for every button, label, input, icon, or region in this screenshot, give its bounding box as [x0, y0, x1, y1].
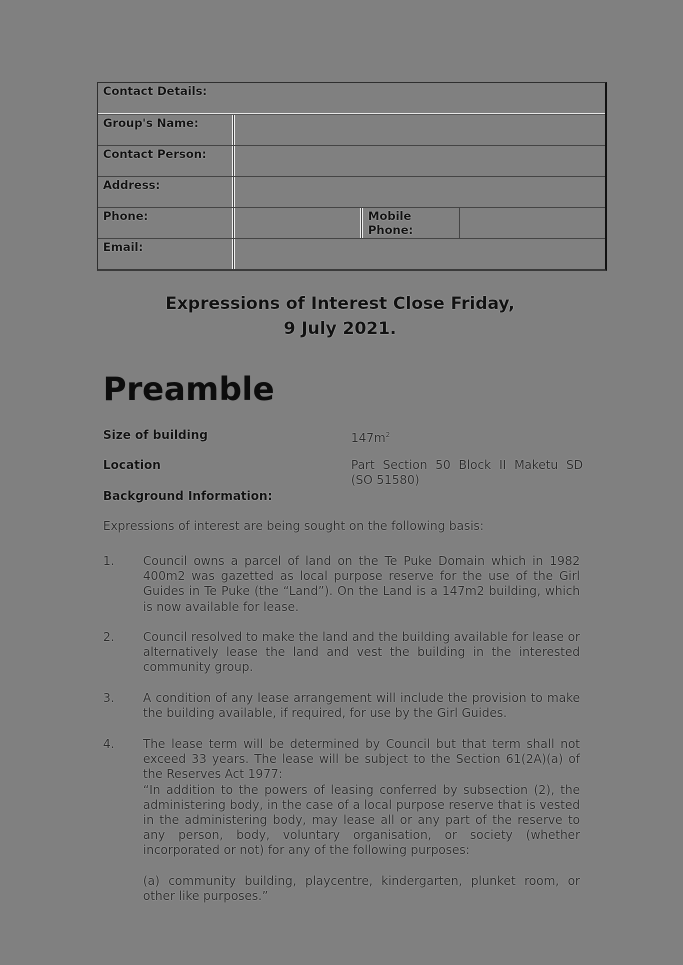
email-row: [98, 238, 605, 269]
close-date-line-2: 9 July 2021.: [283, 319, 397, 339]
contact-person-row: [98, 145, 605, 176]
phone-field[interactable]: [234, 208, 362, 238]
size-number: 147m: [351, 431, 386, 445]
contact-person-field[interactable]: [234, 146, 605, 176]
contact-details-heading: Contact Details:: [103, 84, 208, 98]
size-unit-superscript: 2: [385, 431, 391, 439]
mobile-phone-label: Mobile Phone:: [362, 208, 460, 238]
list-item-text: A condition of any lease arrangement will include the provision to make the building available, if required, for use by the Girl Guides.: [143, 691, 580, 721]
email-field[interactable]: [234, 239, 605, 269]
groups-name-row: [98, 114, 605, 145]
list-number: 2.: [103, 630, 115, 644]
background-information-label: Background Information:: [103, 489, 273, 503]
mobile-phone-field[interactable]: [460, 208, 605, 238]
email-label: Email:: [98, 239, 234, 269]
phone-label: Phone:: [98, 208, 234, 238]
contact-details-header-row: [98, 83, 605, 114]
list-item-text: Council resolved to make the land and the building available for lease or alternatively lease the land and vest the building in the interested community group.: [143, 630, 580, 675]
reserves-act-quote-clause-a: (a) community building, playcentre, kindergarten, plunket room, or other like purposes.”: [143, 873, 580, 903]
reserves-act-quote: “In addition to the powers of leasing conferred by subsection (2), the administering body, in the case of a local purpose reserve that is vested in the administering body, may lease all or any part of the reserve to any person, body, voluntary organisation, or society (whether incorporated or not) for any of the following purposes:: [143, 782, 580, 858]
contact-person-label: Contact Person:: [98, 146, 234, 176]
list-item-text: The lease term will be determined by Council but that term shall not exceed 33 years. The lease will be subject to the Section 61(2A)(a) of the Reserves Act 1977:: [143, 737, 580, 782]
contact-details-table: [97, 82, 607, 271]
location-label: Location: [103, 458, 161, 472]
location-value: Part Section 50 Block II Maketu SD (SO 51580): [351, 458, 583, 487]
close-date-heading: [100, 292, 580, 342]
groups-name-label: Group's Name:: [98, 115, 234, 145]
list-number: 1.: [103, 554, 115, 568]
size-of-building-value: [351, 428, 583, 446]
groups-name-field[interactable]: [234, 115, 605, 145]
address-label: Address:: [98, 177, 234, 207]
phone-row: [98, 207, 605, 238]
list-number: 3.: [103, 691, 115, 705]
list-number: 4.: [103, 737, 115, 751]
intro-text: Expressions of interest are being sought on the following basis:: [103, 519, 484, 533]
preamble-title: Preamble: [103, 370, 275, 408]
size-of-building-label: Size of building: [103, 428, 208, 442]
list-item-text: Council owns a parcel of land on the Te Puke Domain which in 1982 400m2 was gazetted as local purpose reserve for the use of the Girl Guides in Te Puke (the “Land”). On the Land is a 147m2 building, which is now available for lease.: [143, 554, 580, 614]
address-row: [98, 176, 605, 207]
close-date-line-1: Expressions of Interest Close Friday,: [165, 294, 515, 314]
address-field[interactable]: [234, 177, 605, 207]
